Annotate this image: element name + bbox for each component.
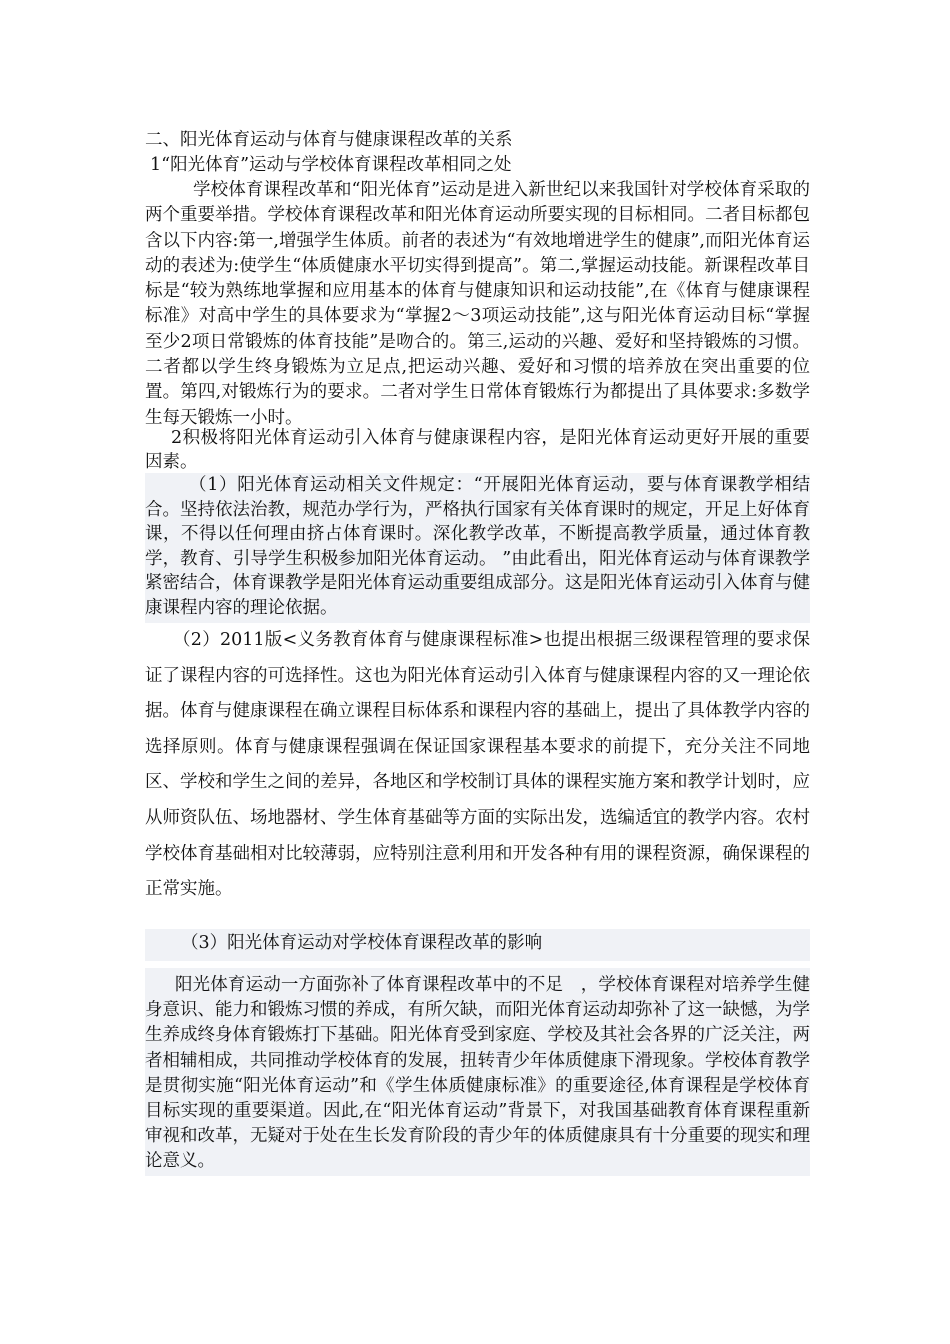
paragraph-curriculum-standard: （2）2011版<义务教育体育与健康课程标准>也提出根据三级课程管理的要求保证了课程内容的可选择性。这也为阳光体育运动引入体育与健康课程内容的又一理论依据。体育与健康课程在确立课程目标体系和课程内容的基础上，提出了具体教学内容的选择原则。体育与健康课程强调在保证国家课程基本要求的前提下，充分关注不同地区、学校和学生之间的差异，各地区和学校制订具体的课程实施方案和教学计划时，应从师资队伍、场地器材、学生体育基础等方面的实际出发，选编适宜的教学内容。农村学校体育基础相对比较薄弱，应特别注意利用和开发各种有用的课程资源，确保课程的正常实施。	[145, 630, 810, 900]
shaded-block-impact	[145, 968, 810, 1176]
section-heading: 二、阳光体育运动与体育与健康课程改革的关系	[145, 130, 513, 150]
paragraph-policy-basis: （1）阳光体育运动相关文件规定：“开展阳光体育运动，要与体育课教学相结合。坚持依法治教，规范办学行为，严格执行国家有关体育课时的规定，开足上好体育课，不得以任何理由挤占体育课时。深化教学改革，不断提高教学质量，通过体育教学，教育、引导学生积极参加阳光体育运动。 ”由此看出，阳光体育运动与体育课教学紧密结合，体育课教学是阳光体育运动重要组成部分。这是阳光体育运动引入体育与健康课程内容的理论依据。	[145, 475, 810, 618]
paragraph-impact: 阳光体育运动一方面弥补了体育课程改革中的不足 ，学校体育课程对培养学生健身意识、能力和锻炼习惯的养成，有所欠缺，而阳光体育运动却弥补了这一缺憾，为学生养成终身体育锻炼打下基础。阳光体育受到家庭、学校及其社会各界的广泛关注，两者相辅相成，共同推动学校体育的发展，扭转青少年体质健康下滑现象。学校体育教学是贯彻实施“阳光体育运动”和《学生体质健康标准》的重要途径,体育课程是学校体育目标实现的重要渠道。因此,在“阳光体育运动”背景下，对我国基础教育体育课程重新审视和改革，无疑对于处在生长发育阶段的青少年的体质健康具有十分重要的现实和理论意义。	[145, 975, 810, 1172]
shaded-block-policy	[145, 473, 810, 623]
subsection-heading-2: 2积极将阳光体育运动引入体育与健康课程内容，是阳光体育运动更好开展的重要因素。	[145, 428, 810, 472]
subsection-heading-3: （3）阳光体育运动对学校体育课程改革的影响	[181, 933, 543, 953]
paragraph-common-goals: 学校体育课程改革和“阳光体育”运动是进入新世纪以来我国针对学校体育采取的两个重要举措。学校体育课程改革和阳光体育运动所要实现的目标相同。二者目标都包含以下内容:第一,增强学生体质。前者的表述为“有效地增进学生的健康”,而阳光体育运动的表述为:使学生“体质健康水平切实得到提高”。第二,掌握运动技能。新课程改革目标是“较为熟练地掌握和应用基本的体育与健康知识和运动技能”,在《体育与健康课程标准》对高中学生的具体要求为“掌握2～3项运动技能”,这与阳光体育运动目标“掌握至少2项日常锻炼的体育技能”是吻合的。第三,运动的兴趣、爱好和坚持锻炼的习惯。二者都以学生终身锻炼为立足点,把运动兴趣、爱好和习惯的培养放在突出重要的位置。第四,对锻炼行为的要求。二者对学生日常体育锻炼行为都提出了具体要求:多数学生每天锻炼一小时。	[145, 180, 810, 428]
shaded-block-heading-3	[145, 929, 810, 961]
subsection-heading-1: 1“阳光体育”运动与学校体育课程改革相同之处	[150, 155, 512, 175]
